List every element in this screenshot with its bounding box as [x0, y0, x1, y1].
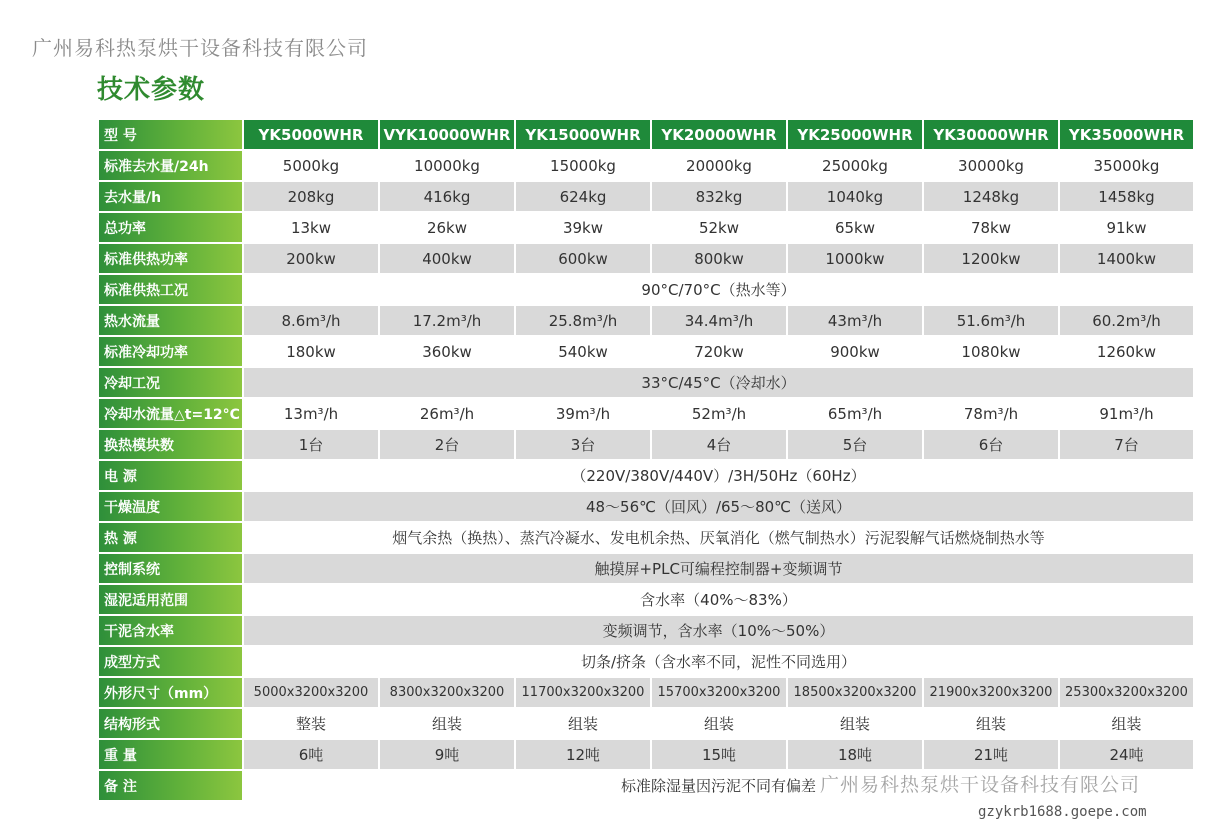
spec-row — [98, 460, 1194, 491]
row-value: 91m³/h — [1059, 398, 1194, 429]
spec-row — [98, 243, 1194, 274]
spec-row — [98, 708, 1194, 739]
row-value: 1458kg — [1059, 181, 1194, 212]
watermark-url: gzykrb1688.goepe.com — [978, 804, 1147, 820]
model-header: YK35000WHR — [1059, 119, 1194, 150]
row-label: 热 源 — [98, 522, 243, 553]
row-value: 5000kg — [243, 150, 379, 181]
row-value: 39kw — [515, 212, 651, 243]
row-value: 20000kg — [651, 150, 787, 181]
row-value: 540kw — [515, 336, 651, 367]
row-label: 湿泥适用范围 — [98, 584, 243, 615]
row-value: 1000kw — [787, 243, 923, 274]
header-row — [98, 119, 1194, 150]
row-label: 备 注 — [98, 770, 243, 801]
model-header: YK30000WHR — [923, 119, 1059, 150]
spec-row — [98, 305, 1194, 336]
row-value: 17.2m³/h — [379, 305, 515, 336]
row-value: 25000kg — [787, 150, 923, 181]
row-value: 600kw — [515, 243, 651, 274]
row-label: 成型方式 — [98, 646, 243, 677]
row-value: 65m³/h — [787, 398, 923, 429]
row-value: 12吨 — [515, 739, 651, 770]
row-value: 208kg — [243, 181, 379, 212]
row-value: 15700x3200x3200 — [651, 677, 787, 708]
row-label: 外形尺寸（mm） — [98, 677, 243, 708]
row-value: 78m³/h — [923, 398, 1059, 429]
row-value: 24吨 — [1059, 739, 1194, 770]
header-label: 型 号 — [98, 119, 243, 150]
row-value: 360kw — [379, 336, 515, 367]
row-label: 标准去水量/24h — [98, 150, 243, 181]
row-value: 组装 — [1059, 708, 1194, 739]
row-value: 1080kw — [923, 336, 1059, 367]
row-label: 电 源 — [98, 460, 243, 491]
row-label: 标准供热功率 — [98, 243, 243, 274]
spec-row — [98, 150, 1194, 181]
row-value: 18吨 — [787, 739, 923, 770]
row-value: 组装 — [923, 708, 1059, 739]
row-label: 标准冷却功率 — [98, 336, 243, 367]
spec-row — [98, 491, 1194, 522]
row-value: 1400kw — [1059, 243, 1194, 274]
row-value: 25300x3200x3200 — [1059, 677, 1194, 708]
row-label: 冷却工况 — [98, 367, 243, 398]
row-value: 15吨 — [651, 739, 787, 770]
row-value: 35000kg — [1059, 150, 1194, 181]
spec-row — [98, 429, 1194, 460]
row-value: 51.6m³/h — [923, 305, 1059, 336]
row-label: 去水量/h — [98, 181, 243, 212]
spec-table — [97, 118, 1195, 802]
row-value: 21吨 — [923, 739, 1059, 770]
row-value-span: 90°C/70°C（热水等） — [243, 274, 1194, 305]
row-label: 标准供热工况 — [98, 274, 243, 305]
row-value: 26m³/h — [379, 398, 515, 429]
row-value: 52m³/h — [651, 398, 787, 429]
spec-row — [98, 398, 1194, 429]
model-header: YK5000WHR — [243, 119, 379, 150]
row-value: 400kw — [379, 243, 515, 274]
row-value: 624kg — [515, 181, 651, 212]
row-value: 组装 — [379, 708, 515, 739]
watermark-company: 广州易科热泵烘干设备科技有限公司 — [820, 774, 1141, 796]
row-label: 干燥温度 — [98, 491, 243, 522]
row-value: 180kw — [243, 336, 379, 367]
row-value: 组装 — [787, 708, 923, 739]
row-value: 1200kw — [923, 243, 1059, 274]
page-title: 技术参数 — [97, 75, 206, 105]
spec-row — [98, 584, 1194, 615]
row-value: 2台 — [379, 429, 515, 460]
row-label: 热水流量 — [98, 305, 243, 336]
row-label: 换热模块数 — [98, 429, 243, 460]
row-value-span: （220V/380V/440V）/3H/50Hz（60Hz） — [243, 460, 1194, 491]
row-value: 10000kg — [379, 150, 515, 181]
row-value-span: 标准除湿量因污泥不同有偏差 — [243, 770, 1194, 801]
spec-row — [98, 212, 1194, 243]
spec-row — [98, 677, 1194, 708]
row-value: 25.8m³/h — [515, 305, 651, 336]
spec-row — [98, 274, 1194, 305]
row-value: 7台 — [1059, 429, 1194, 460]
row-value: 4台 — [651, 429, 787, 460]
row-value: 43m³/h — [787, 305, 923, 336]
spec-row — [98, 181, 1194, 212]
row-value: 1260kw — [1059, 336, 1194, 367]
row-value: 11700x3200x3200 — [515, 677, 651, 708]
row-value-span: 48～56℃（回风）/65～80℃（送风） — [243, 491, 1194, 522]
model-header: YK15000WHR — [515, 119, 651, 150]
model-header: VYK10000WHR — [379, 119, 515, 150]
row-label: 结构形式 — [98, 708, 243, 739]
row-value-span: 变频调节，含水率（10%～50%） — [243, 615, 1194, 646]
row-label: 干泥含水率 — [98, 615, 243, 646]
row-value: 8.6m³/h — [243, 305, 379, 336]
row-value: 6台 — [923, 429, 1059, 460]
model-header: YK20000WHR — [651, 119, 787, 150]
row-value-span: 烟气余热（换热）、蒸汽冷凝水、发电机余热、厌氧消化（燃气制热水）污泥裂解气话燃烧制热水等 — [243, 522, 1194, 553]
spec-row — [98, 553, 1194, 584]
row-value: 9吨 — [379, 739, 515, 770]
spec-row — [98, 522, 1194, 553]
row-value: 18500x3200x3200 — [787, 677, 923, 708]
row-value: 1040kg — [787, 181, 923, 212]
row-value: 800kw — [651, 243, 787, 274]
row-label: 重 量 — [98, 739, 243, 770]
row-label: 冷却水流量△t=12°C — [98, 398, 243, 429]
row-value: 13m³/h — [243, 398, 379, 429]
row-value: 组装 — [651, 708, 787, 739]
row-value-span: 含水率（40%～83%） — [243, 584, 1194, 615]
company-name: 广州易科热泵烘干设备科技有限公司 — [32, 36, 368, 60]
row-value: 30000kg — [923, 150, 1059, 181]
spec-row — [98, 646, 1194, 677]
row-value: 832kg — [651, 181, 787, 212]
row-value: 3台 — [515, 429, 651, 460]
row-value-span: 切条/挤条（含水率不同，泥性不同选用） — [243, 646, 1194, 677]
row-value: 组装 — [515, 708, 651, 739]
row-value: 78kw — [923, 212, 1059, 243]
row-value: 720kw — [651, 336, 787, 367]
row-value: 5台 — [787, 429, 923, 460]
row-value: 5000x3200x3200 — [243, 677, 379, 708]
row-value: 39m³/h — [515, 398, 651, 429]
row-value: 8300x3200x3200 — [379, 677, 515, 708]
row-value: 1台 — [243, 429, 379, 460]
row-value: 416kg — [379, 181, 515, 212]
row-value: 21900x3200x3200 — [923, 677, 1059, 708]
row-label: 控制系统 — [98, 553, 243, 584]
row-value: 6吨 — [243, 739, 379, 770]
row-value: 13kw — [243, 212, 379, 243]
row-value: 15000kg — [515, 150, 651, 181]
row-value: 60.2m³/h — [1059, 305, 1194, 336]
row-value: 52kw — [651, 212, 787, 243]
row-value: 整装 — [243, 708, 379, 739]
spec-row — [98, 367, 1194, 398]
model-header: YK25000WHR — [787, 119, 923, 150]
row-value: 1248kg — [923, 181, 1059, 212]
row-value: 65kw — [787, 212, 923, 243]
row-value: 91kw — [1059, 212, 1194, 243]
spec-row — [98, 615, 1194, 646]
row-value: 34.4m³/h — [651, 305, 787, 336]
row-value: 26kw — [379, 212, 515, 243]
row-value-span: 33°C/45°C（冷却水） — [243, 367, 1194, 398]
spec-row — [98, 739, 1194, 770]
row-label: 总功率 — [98, 212, 243, 243]
spec-row — [98, 336, 1194, 367]
row-value: 200kw — [243, 243, 379, 274]
row-value: 900kw — [787, 336, 923, 367]
row-value-span: 触摸屏+PLC可编程控制器+变频调节 — [243, 553, 1194, 584]
